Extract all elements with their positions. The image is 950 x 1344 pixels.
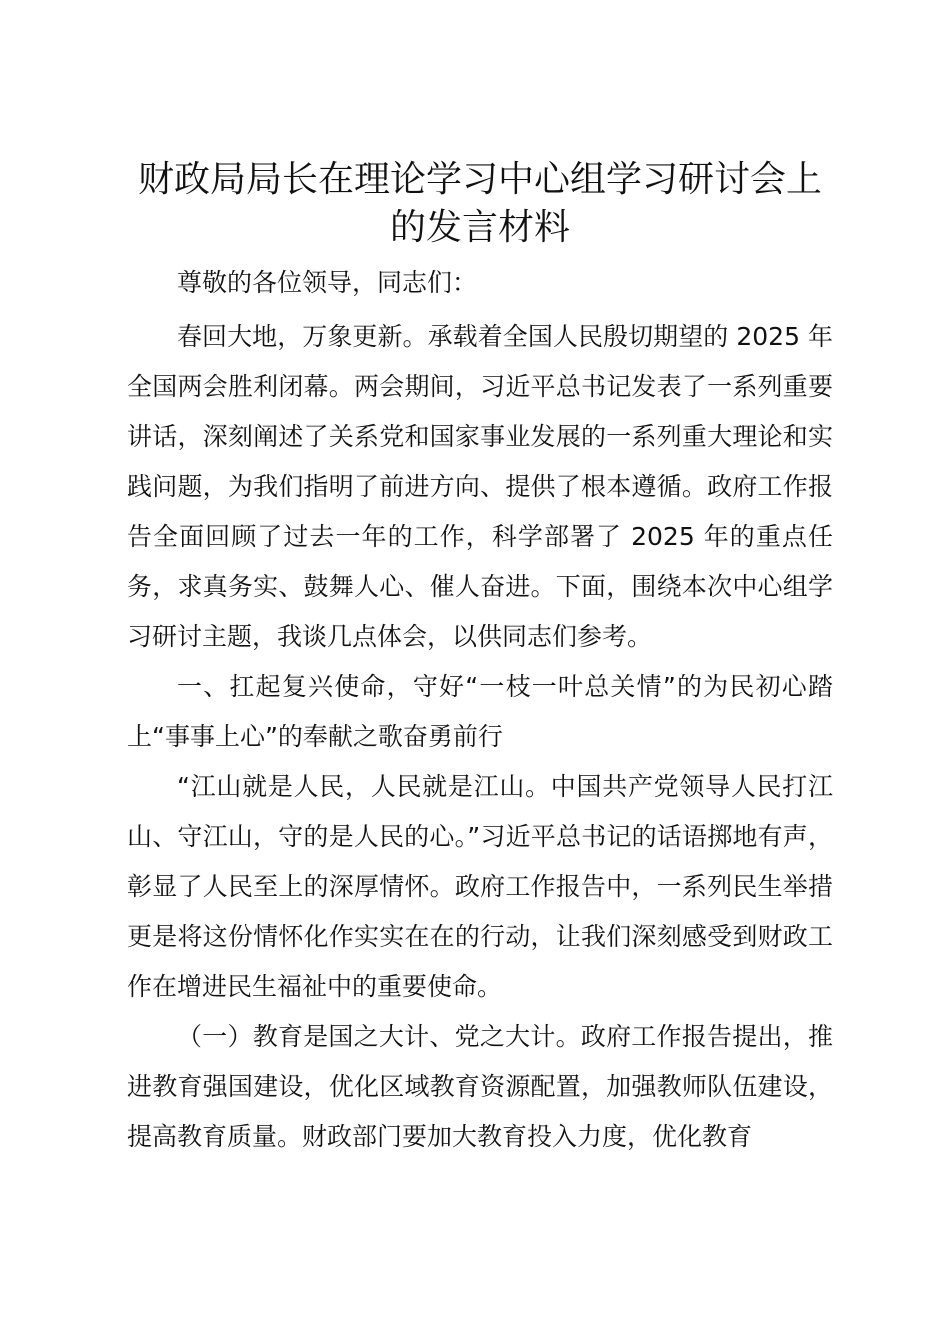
paragraph-people: “江山就是人民，人民就是江山。中国共产党领导人民打江山、守江山，守的是人民的心。”习近平总书记的话语掷地有声，彰显了人民至上的深厚情怀。政府工作报告中，一系列民生举措更是将这份情怀化作实实在在的行动，让我们深刻感受到财政工作在增进民生福祉中的重要使命。 <box>127 772 833 1001</box>
salutation: 尊敬的各位领导，同志们： <box>177 268 478 297</box>
document-content <box>127 156 833 1162</box>
section-heading-1: 一、扛起复兴使命，守好“一枝一叶总关情”的为民初心踏上“事事上心”的奉献之歌奋勇前行 <box>127 672 833 751</box>
document-title: 财政局局长在理论学习中心组学习研讨会上的发言材料 <box>137 159 822 248</box>
title-block <box>127 156 833 252</box>
paragraph-education: （一）教育是国之大计、党之大计。政府工作报告提出，推进教育强国建设，优化区域教育资源配置，加强教师队伍建设，提高教育质量。财政部门要加大教育投入力度，优化教育 <box>127 1022 833 1151</box>
paragraph-intro: 春回大地，万象更新。承载着全国人民殷切期望的 2025 年全国两会胜利闭幕。两会期间，习近平总书记发表了一系列重要讲话，深刻阐述了关系党和国家事业发展的一系列重大理论和实践问题，为我们指明了前进方向、提供了根本遵循。政府工作报告全面回顾了过去一年的工作，科学部署了 2025 年的重点任务，求真务实、鼓舞人心、催人奋进。下面，围绕本次中心组学习研讨主题，我谈几点体会，以供同志们参考。 <box>127 322 833 651</box>
